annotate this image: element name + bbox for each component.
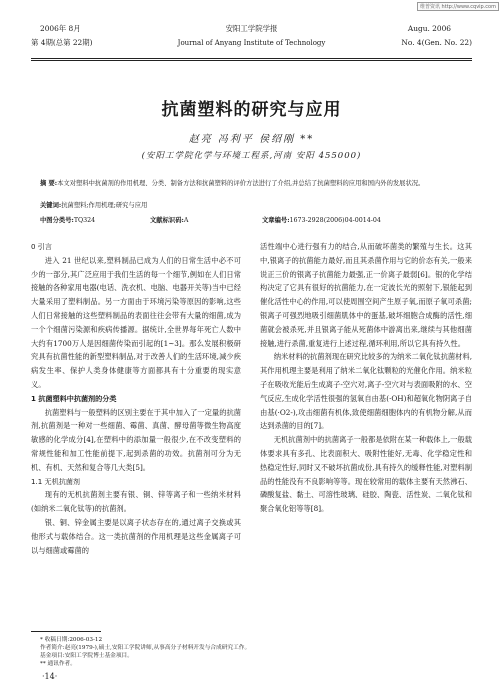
body-paragraph: 银、铜、锌金属主要是以离子状态存在的,通过离子交换或其他形式与载体结合。这一类抗菌剂的作用机理是这些金属离子可以与细菌或霉菌的 (31, 517, 241, 555)
doc-code (150, 215, 188, 224)
keywords (40, 200, 147, 209)
clc-number (40, 215, 95, 224)
header-issue-en: No. 4(Gen. No. 22) (401, 38, 472, 47)
abstract (40, 178, 464, 189)
header-issue-cn: 第 4期(总第 22期) (31, 38, 93, 47)
clc-label: 中图分类号: (40, 217, 74, 224)
footnote-rule (31, 631, 101, 632)
keywords-label: 关键词: (40, 202, 62, 209)
paper-authors: 赵亮 冯利平 侯绍刚 ** (188, 134, 315, 145)
footnote-line: ** 通讯作者。 (40, 661, 76, 667)
paper-affiliation: (安阳工学院化学与环境工程系,河南 安阳 455000) (141, 151, 362, 161)
doc-label: 文献标识码: (150, 217, 184, 224)
header-rule-thin (31, 60, 472, 61)
paper-title: 抗菌塑料的研究与应用 (161, 100, 342, 120)
footnote-line: * 收稿日期:2006-03-12 (40, 637, 103, 643)
section-heading: 1 抗菌塑料中抗菌剂的分类 (31, 393, 117, 403)
header-rule (31, 58, 472, 59)
abstract-label: 摘 要: (40, 180, 58, 187)
header-journal-cn: 安阳工学院学报 (225, 24, 278, 33)
section-heading: 0 引言 (31, 242, 52, 251)
body-left-column (31, 240, 241, 557)
body-right-column (260, 240, 472, 516)
footnote-line: 作者简介:赵亮(1979-),硕士,安阳工学院讲师,从事高分子材料开发与合成研究工作。 (40, 645, 251, 651)
body-paragraph: 无机抗菌剂中的抗菌离子一般都是依附在某一种载体上,一般载体要求具有多孔、比表面积大、吸附性能好,无毒、化学稳定性和热稳定性好,同时又不破坏抗菌成份,具有持久的缓释性能,对塑料制品的性能没有不良影响等等。现在较常用的载体主要有天然沸石、磷酸复盐、黏土、可溶性玻璃、硅胶、陶瓷、活性炭、二氧化钛和聚合氧化铝等等[8]。 (260, 435, 472, 514)
header-date-cn: 2006年 8月 (40, 24, 81, 33)
page-number: ·14· (42, 672, 58, 681)
body-paragraph: 活性端中心进行强有力的结合,从而破坏菌类的繁殖与生长。这其中,银离子的抗菌能力最好,而且其杀菌作用与它的价态有关,一般来说正三价的银离子抗菌能力最强,正一价离子最弱[6]。银的化学结构决定了它具有很好的抗菌能力,在一定波长光的照射下,银能起到催化活性中心的作用,可以使周围空间产生原子氧,而原子氧可杀菌;银离子可强烈地吸引细菌肌体中的蛋基,破坏细胞合成酶的活性,细菌就会被杀死,并且银离子能从死菌体中游离出来,继续与其他细菌接触,进行杀菌,重复进行上述过程,循环利用,所以它具有持久性。 (260, 242, 472, 348)
body-paragraph: 现有的无机抗菌剂主要有银、铜、锌等离子和一些纳米材料(如纳米二氧化钛等)的抗菌剂。 (31, 490, 241, 514)
clc-value: TQ324 (73, 217, 96, 224)
doc-value: A (183, 217, 189, 224)
header-date-en: Augu. 2006 (407, 24, 451, 33)
header-journal-en: Journal of Anyang Institute of Technology (177, 39, 326, 47)
section-heading: 1.1 无机抗菌剂 (31, 476, 81, 486)
watermark: 维普资讯 http://www.cqvip.com (417, 2, 499, 11)
abstract-text: 本文对塑料中抗菌剂的作用机理、分类、制备方法和抗菌塑料的评价方法进行了介绍,并总结了抗菌塑料的应用和国内外的发展状况。 (57, 180, 425, 187)
footnote-line: 基金项目:安阳工学院博士基金项目。 (40, 653, 133, 659)
article-number (262, 215, 381, 224)
body-paragraph: 抗菌塑料与一般塑料的区别主要在于其中加入了一定量的抗菌剂,抗菌剂是一种对一些细菌、霉菌、真菌、酵母菌等微生物高度敏感的化学成分[4],在塑料中的添加量一般很少,在不改变塑料的常规性能和加工性能前提下,起到杀菌的功效。抗菌剂可分为无机、有机、天然和复合等几大类[5]。 (31, 407, 241, 472)
body-paragraph: 纳米材料的抗菌剂现在研究比较多的为纳米二氧化钛抗菌材料,其作用机理主要是利用了纳米二氧化钛颗粒的光催化作用。纳米粒子在吸收光能后生成离子-空穴对,离子-空穴对与表面吸附的水、空气反应,生成化学活性很强的氢氧自由基(·OH)和超氧化物阴离子自由基(·O2-),攻击细菌有机体,致使细菌细胞体内的有机物分解,从而达到杀菌的目的[7]。 (260, 352, 472, 431)
keywords-text: 抗菌塑料;作用机理;研究与应用 (61, 202, 148, 209)
article-label: 文章编号: (262, 217, 290, 224)
body-paragraph: 进入 21 世纪以来,塑料制品已成为人们的日常生活中必不可少的一部分,其广泛应用于我们生活的每一个细节,例如在人们日常接触的各种家用电器(电话、洗衣机、电脑、电器开关等)当中已经大量采用了塑料制品。另一方面由于环境污染等原因的影响,这些人们日常接触的这些塑料制品的表面往往会带有大量的细菌,成为一个个细菌污染源和疾病传播源。据统计,全世界每年死亡人数中大约有1700万人是因细菌传染而引起的[1~3]。那么发展积极研究具有抗菌性能的新型塑料制品,对于改善人们的生活环境,减少疾病发生率、保护人类身体健康等方面都具有十分重要的现实意义。 (31, 255, 241, 389)
footnotes (40, 636, 340, 668)
article-value: 1673-2928(2006)04-0014-04 (289, 217, 381, 224)
